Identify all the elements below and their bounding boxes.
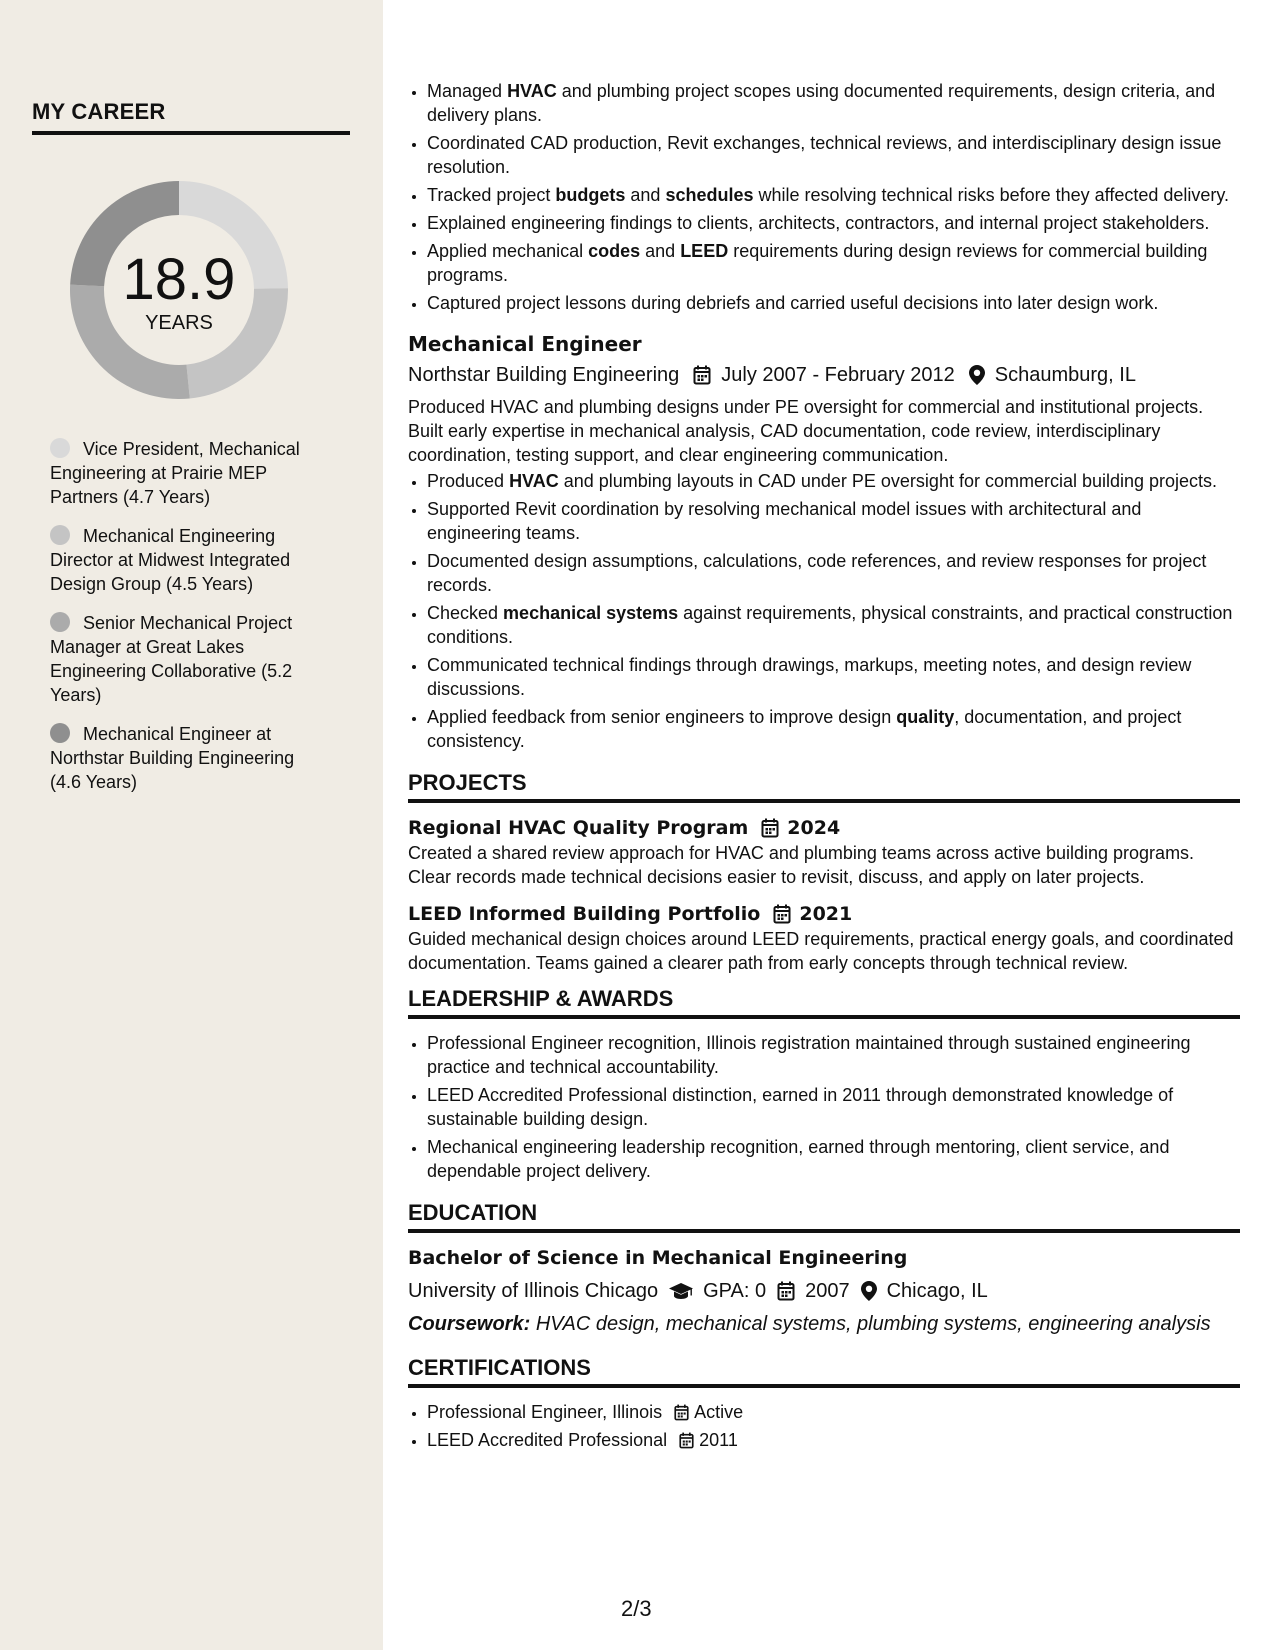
calendar-icon xyxy=(761,818,779,838)
leadership-list xyxy=(408,1031,1240,1183)
bold-keyword: budgets xyxy=(555,185,626,205)
certification-status: 2011 xyxy=(699,1430,738,1450)
certification-row xyxy=(427,1428,1240,1452)
job-meta xyxy=(408,361,1240,389)
certification-name: • LEED Accredited Professional xyxy=(427,1430,668,1450)
job-bullets xyxy=(408,469,1240,753)
legend-dot xyxy=(50,612,70,632)
previous-job-bullets xyxy=(408,79,1240,315)
bullet-item xyxy=(427,131,1240,179)
certifications-heading: CERTIFICATIONS xyxy=(408,1356,1240,1388)
bullet-text: Supported Revit coordination by resolving mechanical model issues with architectural and engineering teams. xyxy=(427,499,1142,543)
project-description: Guided mechanical design choices around LEED requirements, practical energy goals, and coordinated documentation. Teams gained a clearer path from early concepts through technical review. xyxy=(408,929,1234,973)
bullet-text: , documentation, and project consistency. xyxy=(427,707,1182,751)
legend-item xyxy=(50,437,315,509)
bullet-item xyxy=(427,469,1240,493)
degree-title: Bachelor of Science in Mechanical Engineering xyxy=(408,1247,908,1269)
bold-keyword: LEED xyxy=(680,241,729,261)
bullet-text: Communicated technical findings through drawings, markups, meeting notes, and design review discussions. xyxy=(427,655,1192,699)
legend-item xyxy=(50,524,315,596)
bullet-text: Documented design assumptions, calculations, code references, and review responses for project records. xyxy=(427,551,1207,595)
certification-row xyxy=(427,1400,1240,1424)
project-year: 2021 xyxy=(799,903,853,925)
project-name: LEED Informed Building Portfolio xyxy=(408,903,761,925)
job-company: Northstar Building Engineering xyxy=(408,364,680,386)
bullet-text: against requirements, physical constraints, and practical construction conditions. xyxy=(427,603,1233,647)
calendar-icon xyxy=(773,904,791,924)
education-heading: EDUCATION xyxy=(408,1201,1240,1233)
bullet-text: while resolving technical risks before they affected delivery. xyxy=(753,185,1230,205)
location-pin-icon xyxy=(969,365,985,385)
bullet-item xyxy=(427,653,1240,701)
legend-dot xyxy=(50,723,70,743)
bullet-text: Applied mechanical xyxy=(427,241,589,261)
job-summary: Produced HVAC and plumbing designs under PE oversight for commercial and institutional projects. Built early expertise in mechanical analysis, CAD documentation, code review, interdisciplinary coordination, testing support, and clear engineering communication. xyxy=(408,397,1204,465)
bullet-item xyxy=(427,705,1240,753)
sidebar xyxy=(0,0,383,1650)
bullet-text: Applied feedback from senior engineers to improve design xyxy=(427,707,897,727)
bold-keyword: mechanical systems xyxy=(503,603,679,623)
project-title xyxy=(408,815,1240,841)
career-legend xyxy=(50,437,315,809)
graduation-cap-icon xyxy=(669,1282,693,1300)
bullet-item xyxy=(427,211,1240,235)
certification-item xyxy=(427,1400,1240,1424)
bullet-item xyxy=(427,239,1240,287)
project-title xyxy=(408,901,1240,927)
legend-dot xyxy=(50,438,70,458)
leadership-item: • Professional Engineer recognition, Illinois registration maintained through sustained engineering practice and technical accountability. xyxy=(427,1031,1240,1079)
bold-keyword: quality xyxy=(896,707,955,727)
school-location: Chicago, IL xyxy=(886,1280,988,1302)
job-location: Schaumburg, IL xyxy=(994,364,1136,386)
calendar-icon xyxy=(679,1432,694,1449)
projects-list xyxy=(408,815,1240,975)
total-years-value: 18.9 xyxy=(122,246,236,312)
legend-label: Mechanical Engineering Director at Midwest Integrated Design Group (4.5 Years) xyxy=(50,526,291,594)
legend-label: Mechanical Engineer at Northstar Building Engineering (4.6 Years) xyxy=(50,724,295,792)
legend-label: Senior Mechanical Project Manager at Great Lakes Engineering Collaborative (5.2 Years) xyxy=(50,613,293,705)
bold-keyword: schedules xyxy=(665,185,754,205)
bullet-text: Checked xyxy=(427,603,504,623)
bullet-text: and xyxy=(640,241,681,261)
sidebar-title: MY CAREER xyxy=(32,99,350,135)
leadership-item: • LEED Accredited Professional distinction, earned in 2011 through demonstrated knowledge of sustainable building design. xyxy=(427,1083,1240,1131)
calendar-icon xyxy=(674,1404,689,1421)
calendar-icon xyxy=(693,365,711,385)
project-description: Created a shared review approach for HVAC and plumbing teams across active building programs. Clear records made technical decisions easier to revisit, discuss, and apply on later projects. xyxy=(408,843,1195,887)
bullet-item xyxy=(427,549,1240,597)
bullet-item xyxy=(427,79,1240,127)
bold-keyword: HVAC xyxy=(507,81,557,101)
bullet-text: Produced xyxy=(427,471,510,491)
calendar-icon xyxy=(777,1281,795,1301)
bullet-text: and xyxy=(625,185,666,205)
education-meta xyxy=(408,1277,1240,1305)
coursework-label: Coursework: xyxy=(408,1313,531,1335)
school-name: University of Illinois Chicago xyxy=(408,1280,659,1302)
legend-item xyxy=(50,611,315,707)
bullet-item xyxy=(427,291,1240,315)
projects-heading: PROJECTS xyxy=(408,771,1240,803)
legend-dot xyxy=(50,525,70,545)
bullet-text: Coordinated CAD production, Revit exchanges, technical reviews, and interdisciplinary design issue resolution. xyxy=(427,133,1222,177)
location-pin-icon xyxy=(861,1281,877,1301)
bullet-item xyxy=(427,601,1240,649)
graduation-year: 2007 xyxy=(805,1280,850,1302)
certifications-list xyxy=(408,1400,1240,1452)
main-content xyxy=(408,79,1240,1456)
bullet-text: Managed xyxy=(427,81,508,101)
leadership-item: • Mechanical engineering leadership recognition, earned through mentoring, client service, and dependable project delivery. xyxy=(427,1135,1240,1183)
legend-label: Vice President, Mechanical Engineering at Prairie MEP Partners (4.7 Years) xyxy=(50,439,300,507)
bullet-text: and plumbing layouts in CAD under PE oversight for commercial building projects. xyxy=(558,471,1218,491)
project-year: 2024 xyxy=(787,817,841,839)
coursework-text: HVAC design, mechanical systems, plumbing systems, engineering analysis xyxy=(535,1313,1211,1335)
bold-keyword: HVAC xyxy=(509,471,559,491)
coursework xyxy=(408,1310,1240,1338)
bold-keyword: codes xyxy=(588,241,641,261)
certification-status: Active xyxy=(694,1402,744,1422)
bullet-item xyxy=(427,183,1240,207)
job-dates: July 2007 - February 2012 xyxy=(721,364,955,386)
total-years-unit: YEARS xyxy=(145,311,213,334)
bullet-item xyxy=(427,497,1240,545)
bullet-text: and plumbing project scopes using documented requirements, design criteria, and delivery plans. xyxy=(427,81,1216,125)
bullet-text: Captured project lessons during debriefs and carried useful decisions into later design work. xyxy=(427,293,1159,313)
certification-item xyxy=(427,1428,1240,1452)
page-number: 2/3 xyxy=(621,1596,652,1621)
legend-item xyxy=(50,722,315,794)
job-title: Mechanical Engineer xyxy=(408,332,642,356)
gpa: GPA: 0 xyxy=(703,1280,767,1302)
bullet-text: requirements during design reviews for commercial building programs. xyxy=(427,241,1208,285)
certification-name: • Professional Engineer, Illinois xyxy=(427,1402,663,1422)
donut-center xyxy=(66,177,292,403)
bullet-text: Tracked project xyxy=(427,185,556,205)
leadership-heading: LEADERSHIP & AWARDS xyxy=(408,987,1240,1019)
bullet-text: Explained engineering findings to clients, architects, contractors, and internal project stakeholders. xyxy=(427,213,1210,233)
project-name: Regional HVAC Quality Program xyxy=(408,817,749,839)
